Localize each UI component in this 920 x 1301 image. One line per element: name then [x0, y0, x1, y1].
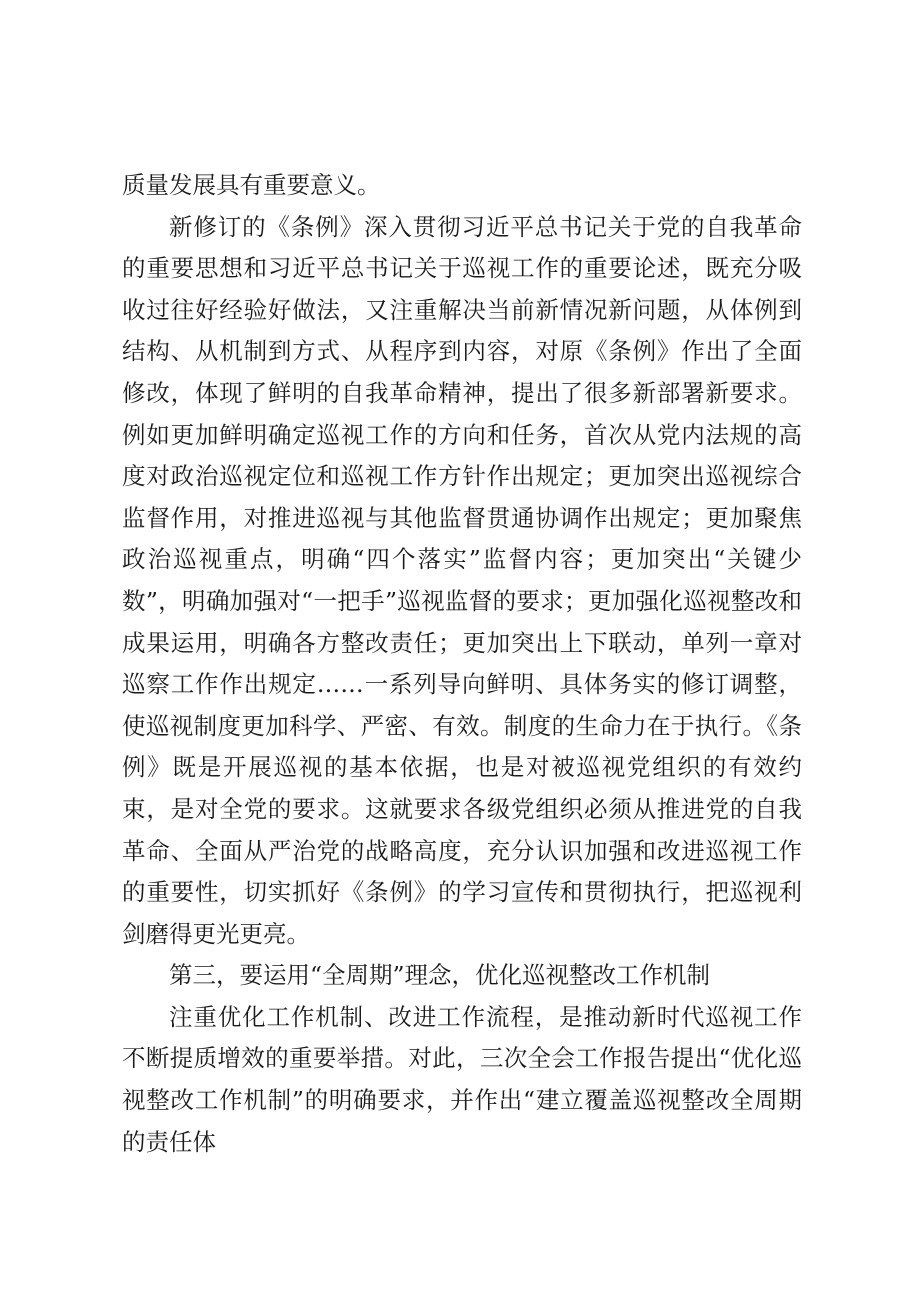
- paragraph-regulation-revision: 新修订的《条例》深入贯彻习近平总书记关于党的自我革命的重要思想和习近平总书记关于巡视工作的重要论述，既充分吸收过往好经验好做法，又注重解决当前新情况新问题，从体例到结构、从机制到方式、从程序到内容，对原《条例》作出了全面修改，体现了鲜明的自我革命精神，提出了很多新部署新要求。例如更加鲜明确定巡视工作的方向和任务，首次从党内法规的高度对政治巡视定位和巡视工作方针作出规定；更加突出巡视综合监督作用，对推进巡视与其他监督贯通协调作出规定；更加聚焦政治巡视重点，明确“四个落实”监督内容；更加突出“关键少数”，明确加强对“一把手”巡视监督的要求；更加强化巡视整改和成果运用，明确各方整改责任；更加突出上下联动，单列一章对巡察工作作出规定……一系列导向鲜明、具体务实的修订调整，使巡视制度更加科学、严密、有效。制度的生命力在于执行。《条例》既是开展巡视的基本依据，也是对被巡视党组织的有效约束，是对全党的要求。这就要求各级党组织必须从推进党的自我革命、全面从严治党的战略高度，充分认识加强和改进巡视工作的重要性，切实抓好《条例》的学习宣传和贯彻执行，把巡视利剑磨得更光更亮。: [122, 212, 802, 948]
- paragraph-continuation: 质量发展具有重要意义。: [122, 171, 381, 199]
- paragraph-optimize-mechanism: 注重优化工作机制、改进工作流程，是推动新时代巡视工作不断提质增效的重要举措。对此，三次全会工作报告提出“优化巡视整改工作机制”的明确要求，并作出“建立覆盖巡视整改全周期的责任体: [122, 1002, 802, 1156]
- section-heading-third: 第三，要运用“全周期”理念，优化巡视整改工作机制: [169, 961, 711, 990]
- document-body: [122, 165, 802, 1163]
